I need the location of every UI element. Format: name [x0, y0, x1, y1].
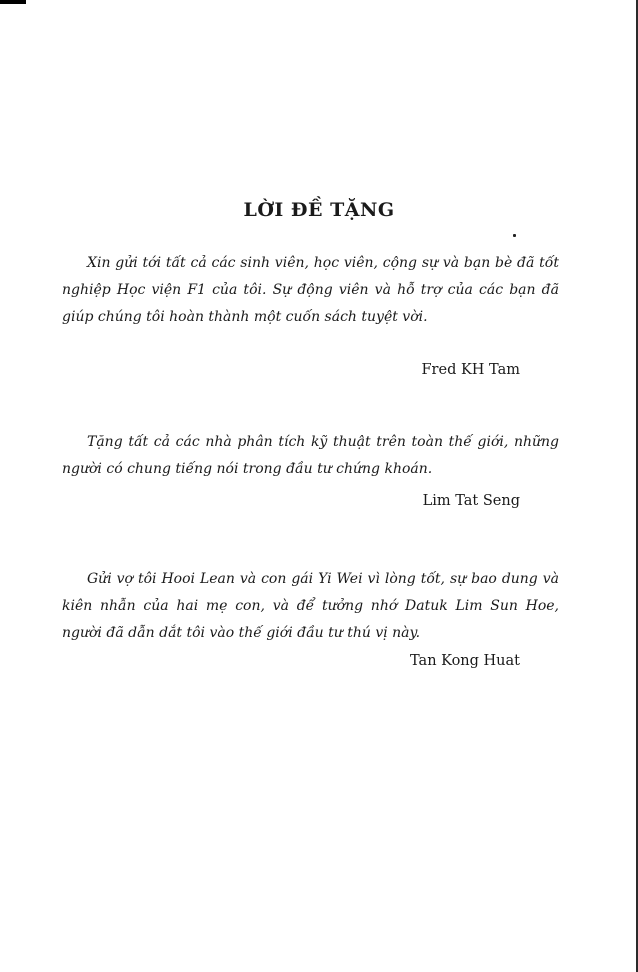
- page-title: LỜI ĐỀ TẶNG: [243, 199, 395, 221]
- dedication-signature-2: Lim Tat Seng: [422, 493, 520, 509]
- scan-speck: [513, 234, 516, 237]
- dedication-signature-1: Fred KH Tam: [421, 362, 520, 378]
- dedication-signature-3: Tan Kong Huat: [410, 653, 520, 669]
- scan-corner-mark: [0, 0, 26, 4]
- dedication-text-1: Xin gửi tới tất cả các sinh viên, học viên, cộng sự và bạn bè đã tốt nghiệp Học viện F1 của tôi. Sự động viên và hỗ trợ của các bạn đã giúp chúng tôi hoàn thành một cuốn sách tuyệt vời.: [62, 255, 559, 325]
- dedication-text-2: Tặng tất cả các nhà phân tích kỹ thuật trên toàn thế giới, những người có chung tiếng nói trong đầu tư chứng khoán.: [62, 434, 559, 477]
- dedication-text-3: Gửi vợ tôi Hooi Lean và con gái Yi Wei vì lòng tốt, sự bao dung và kiên nhẫn của hai mẹ con, và để tưởng nhớ Datuk Lim Sun Hoe, người đã dẫn dắt tôi vào thế giới đầu tư thú vị này.: [62, 571, 559, 641]
